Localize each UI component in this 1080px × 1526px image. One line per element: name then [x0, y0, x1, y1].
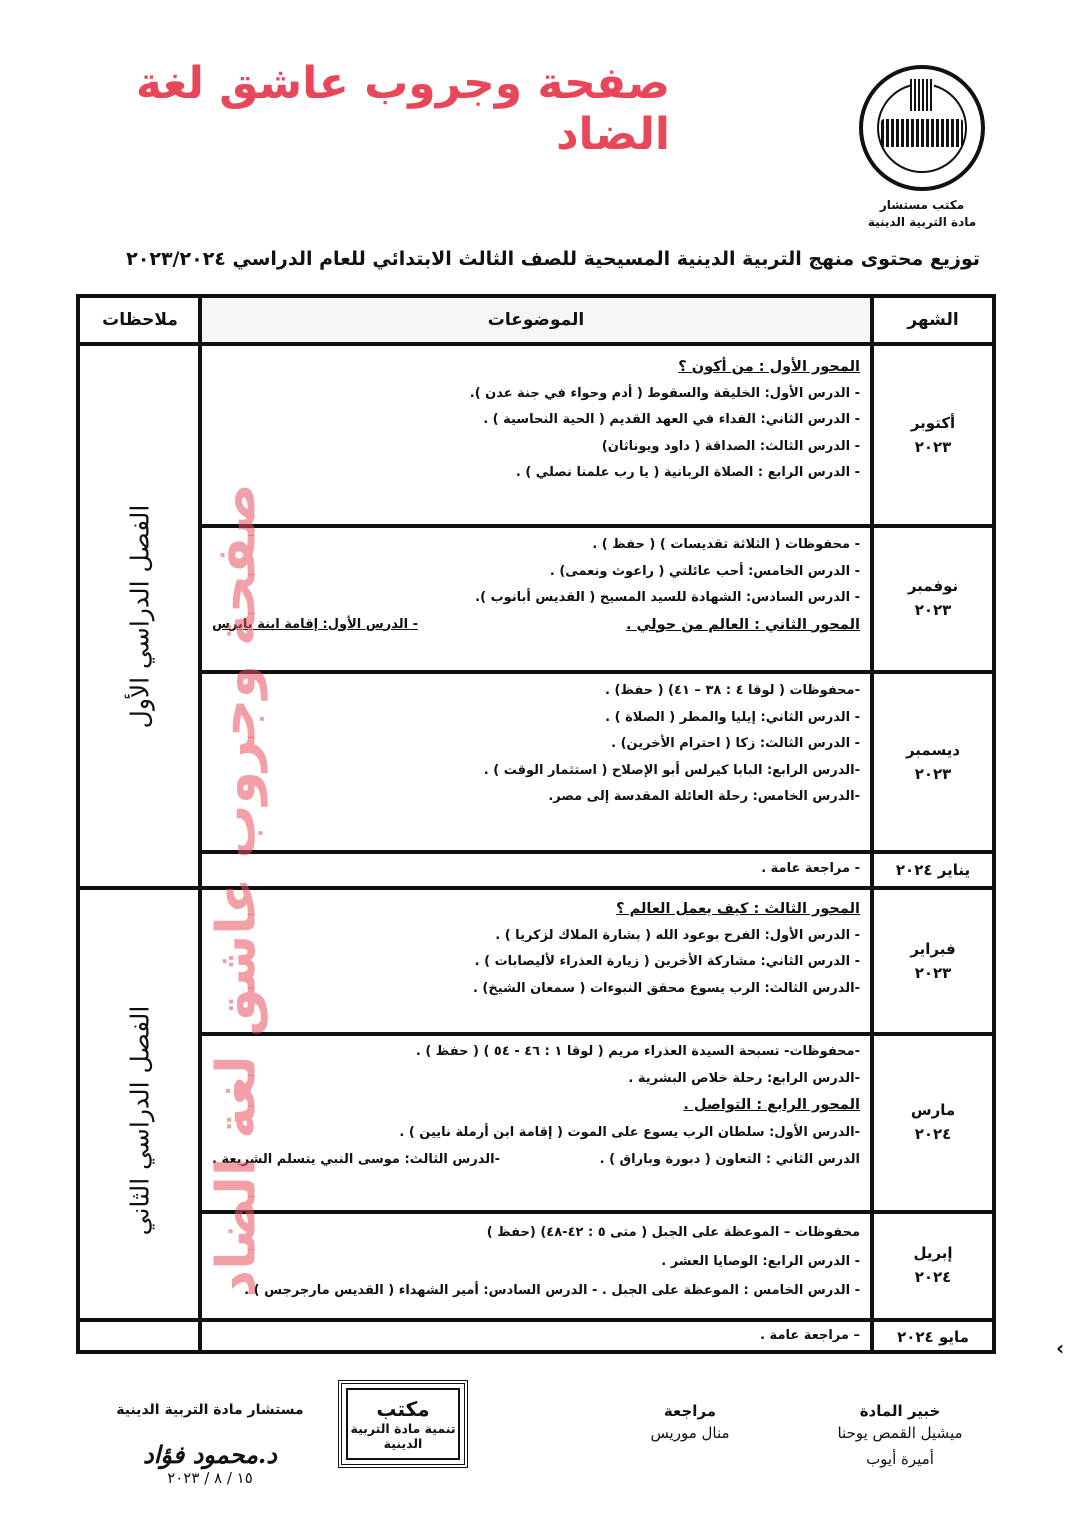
lesson-line: - الدرس الثاني: الفداء في العهد القديم ( الحية النحاسية ) . [483, 412, 860, 427]
month-cell: ديسمبر ٢٠٢٣ [905, 741, 961, 783]
memorization-line: -محفوظات ( لوقا ٤ : ٣٨ – ٤١) ( حفظ) . [605, 683, 860, 698]
office-label [852, 197, 992, 231]
topics-cell [202, 1036, 870, 1208]
axis-heading: المحور الثالث : كيف يعمل العالم ؟ [616, 901, 860, 917]
lesson-line: - الدرس الخامس : الموعظة على الجبل . - الدرس السادس: أمير الشهداء ( القديس مارجرجس ) . [244, 1283, 860, 1298]
topics-cell [202, 674, 870, 850]
lesson-line: -الدرس الثالث: الرب يسوع محقق النبوءات ( سمعان الشيخ) . [472, 980, 860, 996]
review-line: - مراجعة عامة . [761, 861, 860, 876]
month-cell: نوفمبر ٢٠٢٣ [907, 577, 959, 619]
lesson-line: - الدرس الثاني: مشاركة الأخرين ( زيارة العذراء لأليصابات ) . [474, 954, 860, 969]
lesson-line: الدرس الثاني : التعاون ( دبورة وباراق ) . [599, 1152, 860, 1167]
vertical-watermark: صفحة وجروب عاشق لغة الضاد [204, 482, 268, 1298]
month-cell: مايو ٢٠٢٤ [897, 1328, 969, 1346]
lesson-line: -الدرس الثالث: موسى النبي يتسلم الشريعة . [212, 1152, 501, 1167]
header-notes: ملاحظات [102, 310, 178, 330]
lesson-line: -الدرس الرابع: رحلة خلاص البشرية . [628, 1071, 860, 1086]
office-line-1: مكتب مستشار [879, 198, 965, 212]
month-cell: أكتوبر ٢٠٢٣ [910, 414, 956, 456]
lesson-line: -الدرس الأول: سلطان الرب يسوع على الموت ( إقامة ابن أرملة نايين ) . [399, 1125, 860, 1140]
document-title: توزيع محتوى منهج التربية الدينية المسيحية للصف الثالث الابتدائي للعام الدراسي ٢٠٢٣/٢٠٢٤ [126, 248, 980, 270]
month-cell: مارس ٢٠٢٤ [910, 1101, 956, 1143]
lesson-line: - الدرس الخامس: أحب عائلتي ( راعوث ونعمى) . [549, 563, 860, 579]
semester-1-label: الفصل الدراسي الأول [125, 504, 155, 728]
advisor-signature: مستشار مادة التربية الدينية د.محمود فؤاد ١٥ / ٨ / ٢٠٢٣ [80, 1402, 340, 1487]
curriculum-table [76, 294, 996, 1354]
ministry-logo-block [852, 65, 992, 231]
header-month: الشهر [907, 310, 959, 330]
lesson-line: - الدرس السادس: الشهادة للسيد المسيح ( القديس أبانوب ). [475, 590, 860, 605]
month-cell: إبريل ٢٠٢٤ [913, 1244, 953, 1286]
eagle-emblem-icon [910, 79, 934, 111]
header-topics: الموضوعات [202, 298, 870, 342]
lesson-line: - الدرس الرابع: الوصايا العشر . [661, 1254, 860, 1269]
handwritten-name: د.محمود فؤاد [143, 1440, 277, 1469]
review-line: – مراجعة عامة . [760, 1328, 860, 1343]
topics-cell [202, 1214, 870, 1316]
semester-2-label: الفصل الدراسي الثاني [125, 1005, 155, 1235]
ministry-seal-icon [859, 65, 985, 191]
lesson-line: -الدرس الرابع: البابا كيرلس أبو الإصلاح ( استثمار الوقت ) . [483, 762, 860, 778]
axis-heading: المحور الأول : من أكون ؟ [678, 359, 860, 375]
topics-cell [202, 854, 870, 886]
memorization-line: -محفوظات- تسبحة السيدة العذراء مريم ( لوقا ١ : ٤٦ - ٥٤ ) ( حفظ ) . [415, 1044, 860, 1059]
signature-date: ١٥ / ٨ / ٢٠٢٣ [167, 1469, 253, 1487]
memorization-line: - محفوظات ( الثلاثة تقديسات ) ( حفظ ) . [592, 537, 860, 552]
lesson-line: - الدرس الأول: إقامة ابنة يايرس [212, 616, 418, 632]
signatures [80, 1380, 1000, 1520]
chevron-left-icon[interactable]: ‹ [1056, 1336, 1065, 1360]
lesson-line: - الدرس الثالث: الصداقة ( داود ويوناثان) [601, 438, 860, 454]
lesson-line: - الدرس الرابع : الصلاة الربانية ( يا رب علمنا نصلي ) . [515, 465, 860, 480]
office-line-2: مادة التربية الدينية [867, 215, 977, 229]
reviewer: مراجعة منال موريس [650, 1402, 730, 1442]
lesson-line: - الدرس الثاني: إيليا والمطر ( الصلاة ) . [605, 709, 860, 725]
office-stamp: مكتب تنمية مادة التربية الدينية [338, 1380, 468, 1468]
axis-heading: المحور الرابع : التواصل . [683, 1097, 860, 1113]
month-cell: فبراير ٢٠٢٣ [910, 940, 956, 982]
memorization-line: محفوظات – الموعظة على الجبل ( متى ٥ : ٤٢-٤٨) (حفظ ) [486, 1225, 860, 1240]
lesson-line: -الدرس الخامس: رحلة العائلة المقدسة إلى مصر. [548, 789, 860, 804]
topics-cell [202, 890, 870, 1032]
month-cell: يناير ٢٠٢٤ [895, 861, 971, 879]
topics-cell [202, 528, 870, 668]
topics-cell [202, 1322, 870, 1352]
watermark-title: صفحة وجروب عاشق لغة الضاد [135, 58, 670, 160]
axis-heading: المحور الثاني : العالم من حولي . [625, 616, 860, 633]
lesson-line: - الدرس الثالث: زكا ( احترام الأخرين) . [611, 736, 860, 751]
lesson-line: - الدرس الأول: الخليقة والسقوط ( أدم وحواء في جنة عدن ). [469, 385, 860, 401]
subject-expert: خبير المادة ميشيل القمص يوحنا أميرة أيوب [837, 1402, 963, 1468]
topics-cell [202, 346, 870, 524]
lesson-line: - الدرس الأول: الفرح بوعود الله ( بشارة الملاك لزكريا ) . [495, 927, 860, 943]
